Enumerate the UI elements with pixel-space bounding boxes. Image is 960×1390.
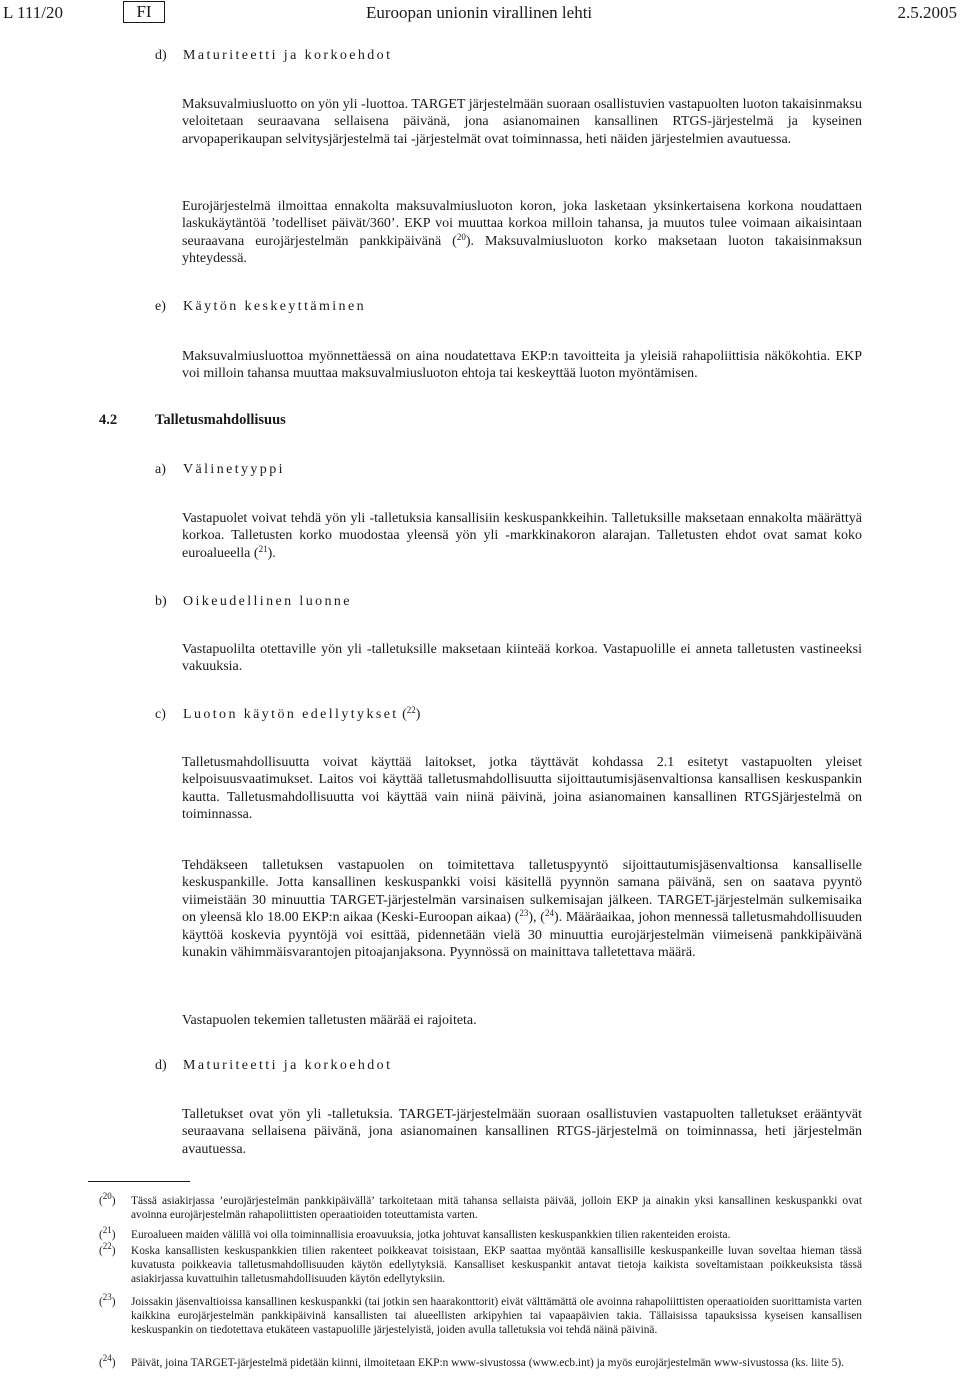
paragraph-instrument	[182, 510, 862, 562]
subheading-title: Käytön keskeyttäminen	[183, 299, 366, 314]
paragraph-suspension: Maksuvalmiusluottoa myönnettäessä on aina noudatettava EKP:n tavoitteita ja yleisiä rahapoliittisia näkökohtia. EKP voi milloin tahansa muuttaa maksuvalmiusluoton ehtoja tai keskeyttää luoton myöntämisen.	[182, 349, 862, 382]
footnote-ref-24[interactable]: 24	[544, 908, 554, 919]
footnote-text: Koska kansallisten keskuspankkien tilien rakenteet poikkeavat toisistaan, EKP saattaa myöntää kansallisille keskuspankeille luvan soveltaa hieman tässä kuvatusta poikkeavia talletusmahdollisuuden käytön edellytyksiä. Kansalliset keskuspankit antavat tietoja kaikista soveltamistaan poikkeuksista tässä asiakirjassa kuvattuihin talletusmahdollisuuden käytön edellytyksiin.	[131, 1245, 862, 1285]
footnote-24	[99, 1353, 862, 1371]
footnote-text: Tässä asiakirjassa ’eurojärjestelmän pankkipäivällä’ tarkoitetaan mitä tahansa sellaista päivää, jolloin EKP ja ainakin yksi kansallinen keskuspankki ovat avoinna eurojärjestelmän rahapoliittisten operaatioiden toteuttamista varten.	[131, 1195, 862, 1221]
subheading-label: a)	[155, 462, 166, 477]
paragraph-eligibility: Talletusmahdollisuutta voivat käyttää laitokset, jotka täyttävät kohdassa 2.1 esitetyt vastapuolten yleiset kelpoisuusvaatimukset. Laitos voi käyttää talletusmahdollisuutta sijoittautumisjäsenvaltionsa kansallisen keskuspankin kautta. Talletusmahdollisuutta voi käyttää vain niinä päivinä, joina asianomainen kansallinen RTGSjärjestelmä on toiminnassa.	[182, 755, 862, 823]
footnote-number: ($^{23}$)	[99, 1292, 116, 1308]
paragraph-text: Tehdäkseen talletuksen vastapuolen on toimitettava talletuspyyntö sijoittautumisjäsenvaltionsa kansalliselle keskuspankille. Jotta kansallinen keskuspankki voisi käsitellä pyynnön samana päivänä, sen on saatava pyyntö viimeistään 30 minuuttia TARGET-järjestelmän varsinaisen sulkemisajan jälkeen. TARGET-järjestelmän sulkemisaika on yleensä klo 18.00 EKP:n aikaa (Keski-Euroopan aikaa) (	[182, 858, 862, 926]
paragraph-text: Vastapuolet voivat tehdä yön yli -talletuksia kansallisiin keskuspankkeihin. Talletuksille maksetaan ennakolta määrättyä korkoa. Talletusten korko muodostaa yleensä yön yli -markkinakoron alarajan. Talletusten ehdot ovat samat koko euroalueella (	[182, 511, 862, 561]
subheading-a-instrument	[155, 461, 285, 479]
footnote-ref-23[interactable]: 23	[519, 908, 529, 919]
paragraph-legal-nature: Vastapuolilta otettaville yön yli -talletuksille maksetaan kiinteää korkoa. Vastapuolille ei anneta talletusten vastineeksi vakuuksia.	[182, 642, 862, 675]
footnote-number: ($^{20}$)	[99, 1191, 116, 1207]
footnote-text: Päivät, joina TARGET-järjestelmä pidetään kiinni, ilmoitetaan EKP:n www-sivustossa (www.ecb.int) ja myös eurojärjestelmän www-sivustossa (ks. liite 5).	[131, 1357, 844, 1369]
subheading-label: c)	[155, 707, 166, 722]
footnote-separator	[88, 1181, 190, 1182]
paragraph-no-limit: Vastapuolen tekemien talletusten määrää ei rajoiteta.	[182, 1013, 477, 1028]
language-code: FI	[123, 1, 165, 23]
subheading-d-maturity	[155, 47, 392, 65]
paragraph-interest-rate	[182, 198, 862, 268]
footnote-number: ($^{22}$)	[99, 1241, 116, 1257]
subheading-footnote-paren: )	[415, 707, 421, 722]
subheading-title: Luoton käytön edellytykset	[183, 707, 399, 722]
section-title: Talletusmahdollisuus	[155, 412, 286, 428]
publication-date: 2.5.2005	[897, 3, 957, 22]
paragraph-text: ). Määräaikaa, johon mennessä talletusmahdollisuuden käyttöä koskevia pyyntöjä voi esittää, pidennetään vielä 30 minuuttia eurojärjestelmän viimeisenä pankkipäivänä kunakin vähimmäisvarantojen pitoajanjaksona. Pyynnössä on mainittava talletettava määrä.	[182, 910, 862, 961]
subheading-title: Oikeudellinen luonne	[183, 594, 352, 609]
section-number: 4.2	[99, 412, 118, 428]
page-reference: L 111/20	[3, 3, 63, 22]
paragraph-maturity-repayment: Maksuvalmiusluotto on yön yli -luottoa. TARGET järjestelmään suoraan osallistuvien vastapuolten luoton takaisinmaksu veloitetaan seuraavana sellaisena päivänä, jona asianomainen kansallinen RTGS-järjestelmä ja kyseinen arvopaperikaupan selvitysjärjestelmä tai -järjestelmät ovat toiminnassa, heti näiden järjestelmien avautuessa.	[182, 97, 862, 147]
subheading-footnote-paren: (	[398, 707, 407, 722]
footnote-ref-21[interactable]: 21	[258, 543, 268, 554]
subheading-b-legal-nature	[155, 593, 352, 611]
subheading-title: Maturiteetti ja korkoehdot	[183, 1058, 393, 1073]
footnote-ref-22[interactable]: 22	[406, 705, 416, 715]
subheading-label: e)	[155, 299, 166, 314]
subheading-label: d)	[155, 1058, 167, 1073]
footnote-20	[99, 1191, 862, 1223]
subheading-d-maturity-deposit	[155, 1057, 392, 1075]
paragraph-text: ). Maksuvalmiusluoton korko maksetaan luoton takaisinmaksun yhteydessä.	[182, 233, 862, 267]
footnote-number: ($^{24}$)	[99, 1353, 116, 1369]
subheading-c-conditions	[155, 706, 420, 724]
footnote-22	[99, 1241, 862, 1286]
subheading-label: b)	[155, 594, 167, 609]
journal-title: Euroopan unionin virallinen lehti	[366, 3, 593, 22]
paragraph-text: ).	[267, 545, 276, 561]
subheading-label: d)	[155, 48, 167, 63]
paragraph-text: ), (	[528, 910, 545, 926]
subheading-e-suspension	[155, 298, 366, 316]
paragraph-text: Eurojärjestelmä ilmoittaa ennakolta maksuvalmiusluoton koron, joka lasketaan yksinkertaisena korkona noudattaen laskukäytäntöä ’todelliset päivät/360’. EKP voi muuttaa korkoa milloin tahansa, ja muutos tulee voimaan aikaisintaan seuraavana eurojärjestelmän pankkipäivänä (	[182, 199, 862, 249]
footnote-number: ($^{21}$)	[99, 1225, 116, 1241]
subheading-title: Maturiteetti ja korkoehdot	[183, 48, 393, 63]
paragraph-deposit-maturity: Talletukset ovat yön yli -talletuksia. TARGET-järjestelmään suoraan osallistuvien vastapuolten talletukset erääntyvät seuraavana sellaisena päivänä, jona asianomainen kansallinen RTGS-järjestelmä on toiminnassa, heti järjestelmän avautuessa.	[182, 1107, 862, 1157]
footnote-text: Joissakin jäsenvaltioissa kansallinen keskuspankki (tai jotkin sen haarakonttorit) eivät välttämättä ole avoinna rahapoliittisten operaatioiden suorittamista varten kaikkina eurojärjestelmän pankkipäivinä kansallisten tai alueellisten arkipyhien tai vapaapäivien takia. Tällaisissa tapauksissa kyseisen kansallisen keskuspankin on tiedotettava etukäteen vastapuolille järjestelyistä, joiden avulla talletuksia voi tehdä näinä päivinä.	[131, 1296, 862, 1336]
footnote-23	[99, 1292, 862, 1337]
footnote-21	[99, 1225, 862, 1243]
footnote-ref-20[interactable]: 20	[456, 231, 466, 242]
paragraph-deposit-request	[182, 857, 862, 961]
subheading-title: Välinetyyppi	[183, 462, 285, 477]
footnote-text: Euroalueen maiden välillä voi olla toiminnallisia eroavuuksia, jotka johtuvat kansallisten keskuspankkien tilien rakenteiden eroista.	[131, 1229, 731, 1241]
